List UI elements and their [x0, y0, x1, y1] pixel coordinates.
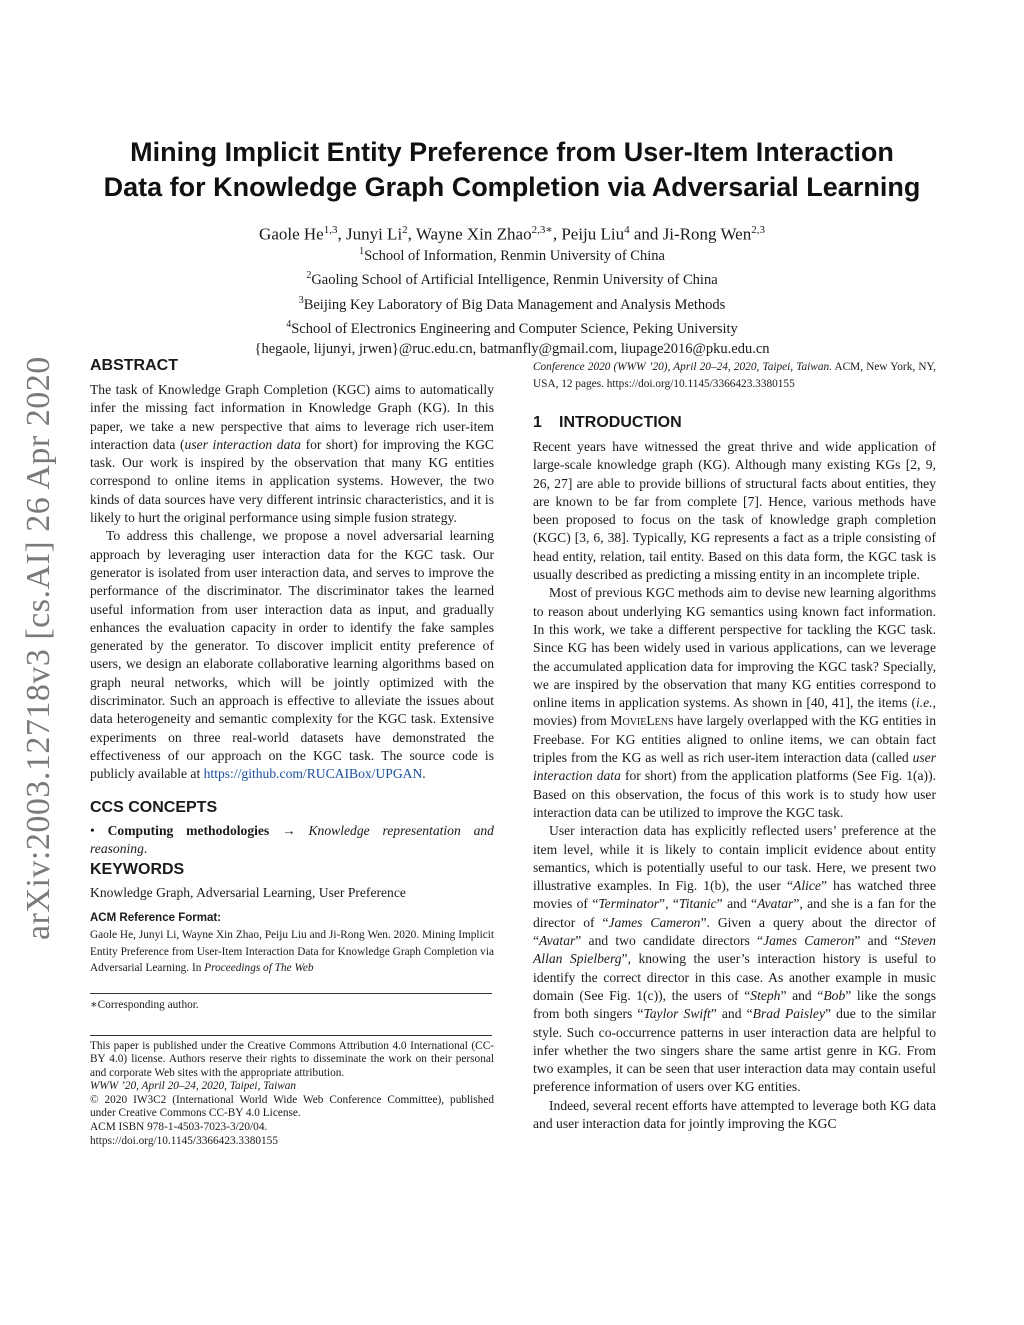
author-name: Gaole He [259, 224, 324, 244]
acm-ref-heading: ACM Reference Format: [90, 912, 221, 925]
footnote-divider [90, 993, 492, 994]
acm-ref-text: Gaole He, Junyi Li, Wayne Xin Zhao, Peiju Liu and Ji-Rong Wen. 2020. Mining Implicit Entity Preference from User-Item Interaction Data for Knowledge Graph Completion via Adversarial Learning. In Proceedings of The Web [90, 929, 494, 975]
acm-ref-continued: Conference 2020 (WWW ’20), April 20–24, 2020, Taipei, Taiwan. ACM, New York, NY, USA, 12 pages. https://doi.org/10.1145/3366423.3380155 [533, 361, 937, 390]
affiliation: $^2$Gaoling School of Artificial Intelligence, Renmin University of China [306, 270, 718, 289]
title-line-2: Data for Knowledge Graph Completion via Adversarial Learning [103, 172, 921, 202]
author-name: Wayne Xin Zhao [415, 224, 532, 244]
affiliations [60, 242, 964, 360]
source-code-link[interactable]: https://github.com/RUCAIBox/UPGAN [203, 766, 423, 782]
abstract-paragraph: To address this challenge, we propose a novel adversarial learning approach by leveraging user interaction data for the KGC task. Our generator is isolated from user interaction data, and serves to improve the performance of the discriminator. The discriminator takes the learned useful information from user interaction data as input, and gradually enhances the evaluation capacity in order to identify the fake samples generated by the generator. To discover implicit entity preference of users, we design an elaborate collaborative learning algorithms based on graph neural networks, which will be jointly optimized with the discriminator. Such an approach is effective to alleviate the issues about data heterogeneity and semantic complexity for the KGC task. Extensive experiments on three real-world datasets have demonstrated the effectiveness of our approach on the KGC task. The source code is publicly available at https://github.com/RUCAIBox/UPGAN. [90, 528, 494, 782]
corresponding-author-footnote: ∗Corresponding author. [90, 998, 199, 1011]
license-copyright: © 2020 IW3C2 (International World Wide Web Conference Committee), published under Creative Commons CC-BY 4.0 License. [90, 1093, 494, 1120]
intro-paragraph: Indeed, several recent efforts have attempted to leverage both KG data and user interaction data for jointly improving the KGC [533, 1097, 936, 1131]
affiliation: $^1$School of Information, Renmin University of China [359, 246, 665, 264]
ccs-heading: CCS CONCEPTS [90, 798, 218, 816]
license-venue: WWW ’20, April 20–24, 2020, Taipei, Taiwan [90, 1080, 297, 1093]
license-text: This paper is published under the Creative Commons Attribution 4.0 International (CC-BY 4.0) license. Authors reserve their rights to disseminate the work on their personal and corporate Web sites with the appropriate attribution. [90, 1039, 494, 1079]
ccs-concepts: • Computing methodologies → Knowledge representation and reasoning. [90, 822, 494, 856]
license-divider [90, 1035, 492, 1036]
license-block [90, 1040, 494, 1149]
author-affil-mark: 2 [402, 224, 408, 236]
title-line-1: Mining Implicit Entity Preference from User-Item Interaction [130, 137, 894, 167]
author-affil-mark: 1,3 [323, 224, 338, 236]
abstract-heading: ABSTRACT [90, 357, 178, 374]
left-column [90, 356, 494, 1148]
introduction-heading: 1 INTRODUCTION [533, 414, 682, 431]
author-affil-mark: 2,3 [751, 224, 765, 236]
author-emails: {hegaole, lijunyi, jrwen}@ruc.edu.cn, batmanfly@gmail.com, liupage2016@pku.edu.cn [254, 341, 770, 358]
author-name: Ji-Rong Wen [662, 224, 752, 244]
right-column [533, 359, 936, 1133]
author-affil-mark: 4 [624, 224, 630, 236]
license-isbn: ACM ISBN 978-1-4503-7023-3/20/04. [90, 1121, 268, 1134]
intro-paragraph: User interaction data has explicitly reflected users’ preference at the item level, while it is likely to contain implicit evidence about entity semantics, which is potentially useful to our task. Here, we present two illustrative examples. In Fig. 1(b), the user “Alice” has watched three movies of “Terminator”, “Titanic” and “Avatar”, and she is a fan for the director of “James Cameron”. Given a query about the director of “Avatar” and two candidate directors “James Cameron” and “Steven Allan Spielberg”, knowing the user’s interaction history is useful to identify the correct director in this case. As another example in music domain (See Fig. 1(c)), the users of “Steph” and “Bob” like the songs from both singers “Taylor Swift” and “Brad Paisley” due to the similar style. Such co-occurrence patterns in user interaction data are helpful to infer whether the two singers share the same artist genre in KG. From two examples, it can be seen that user interaction data may contain useful preference information of users over KG entities. [533, 823, 936, 1095]
author-name: Peiju Liu [561, 224, 625, 244]
author-name: Junyi Li [345, 224, 403, 244]
affiliation: $^3$Beijing Key Laboratory of Big Data Management and Analysis Methods [298, 294, 726, 313]
abstract-paragraph: The task of Knowledge Graph Completion (KGC) aims to automatically infer the missing fact information in Knowledge Graph (KG). In this paper, we take a new perspective that aims to leverage rich user-item interaction data (user interaction data for short) for improving the KGC task. Our work is inspired by the observation that many KG entities correspond to online items in application systems. However, the two kinds of data sources have very different intrinsic characteristics, and it is likely to hurt the original performance using simple fusion strategy. [90, 382, 494, 526]
author-affil-mark: 2,3∗ [531, 224, 553, 236]
intro-paragraph: Recent years have witnessed the great thrive and wide application of large-scale knowledge graph (KG). Although many existing KGs [2, 9, 26, 27] are able to provide billions of structural facts about entities, they are known to be far from complete [7]. Hence, various methods have been proposed to focus on the task of knowledge graph completion (KGC) [3, 6, 38]. Typically, KG represents a fact as a triple consisting of head entity, relation, tail entity. Based on this data form, the KGC task is usually described as predicting a missing entity in an incomplete triple. [533, 439, 936, 583]
keywords-text: Knowledge Graph, Adversarial Learning, User Preference [90, 885, 406, 901]
license-doi: https://doi.org/10.1145/3366423.3380155 [90, 1134, 278, 1147]
paper-title [60, 135, 964, 205]
author-list: Gaole He$^{1,3}$, Junyi Li$^2$, Wayne Xin Zhao$^{2,3∗}$, Peiju Liu$^4$ and Ji-Rong Wen$^{2,3}$ [259, 224, 765, 244]
arxiv-stamp: arXiv:2003.12718v3 [cs.AI] 26 Apr 2020 [20, 356, 57, 940]
affiliation: $^4$School of Electronics Engineering and Computer Science, Peking University [286, 318, 738, 337]
intro-paragraph: Most of previous KGC methods aim to devise new learning algorithms to reason about underlying KG semantics using known fact information. In this work, we take a different perspective for tackling the KGC task. Since KG has been widely used in various applications, can we leverage the accumulated application data for improving the KGC task? Specially, we are inspired by the observation that many KG entities correspond to online items in application systems. As shown in [40, 41], the items (i.e., movies) from MovieLens have largely overlapped with the KG entities in Freebase. For KG entities aligned to online items, we can obtain fact triples from the KG as well as rich user-item interaction data (called user interaction data for short) from the application platforms (See Fig. 1(a)). Based on this observation, the focus of this work is to study how user interaction data can be utilized to improve the KGC task. [533, 585, 937, 820]
keywords-heading: KEYWORDS [90, 861, 185, 879]
